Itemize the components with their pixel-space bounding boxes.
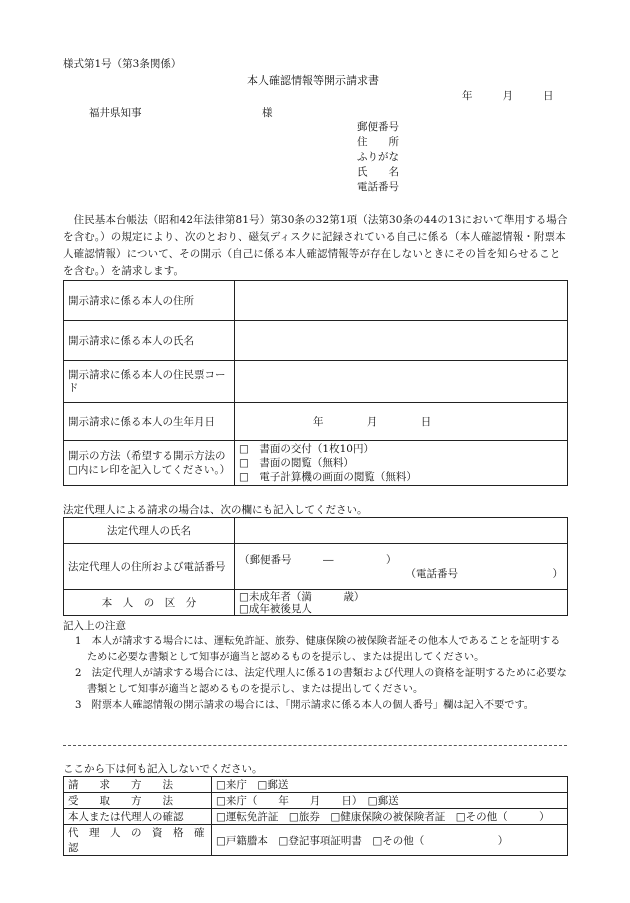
- method-options: [235, 441, 568, 486]
- note-item: 1 本人が請求する場合には、運転免許証、旅券、健康保険の被保険者証その他本人であることを証明するために必要な書類として知事が適当と認めるものを提示し、または提出してください。: [75, 636, 561, 663]
- method-label: 開示の方法（希望する開示方法の□内にレ印を記入してください。）: [64, 441, 235, 486]
- category-options: [235, 590, 568, 616]
- address-field[interactable]: [235, 281, 568, 321]
- dob-day: 日: [420, 416, 432, 428]
- office-identity-check-label: 本人または代理人の確認: [64, 809, 212, 825]
- name-field[interactable]: [235, 321, 568, 361]
- dob-month: 月: [366, 416, 378, 428]
- legal-rep-table: [63, 517, 568, 616]
- cut-line: [63, 745, 567, 746]
- notes-heading: 記入上の注意: [63, 620, 126, 632]
- category-ward[interactable]: □成年被後見人: [239, 602, 312, 615]
- applicant-name-label: 氏 名: [357, 166, 399, 178]
- date-line: [462, 88, 554, 103]
- date-month: 月: [502, 90, 513, 102]
- name-label: 開示請求に係る本人の氏名: [64, 321, 235, 361]
- office-receipt-method-value: □来庁（ 年 月 日） □郵送: [212, 793, 568, 809]
- category-minor[interactable]: □未成年者（満 歳）: [239, 590, 365, 603]
- applicant-postal-label: 郵便番号: [357, 121, 399, 133]
- date-year: 年: [462, 90, 473, 102]
- date-day: 日: [543, 90, 554, 102]
- applicant-phone-label: 電話番号: [357, 181, 399, 193]
- office-agent-qualification-value: □戸籍謄本 □登記事項証明書 □その他（ ）: [212, 825, 568, 856]
- office-agent-qualification-label: 代 理 人 の 資 格 確 認: [64, 825, 212, 856]
- addressee-honorific: 様: [262, 107, 273, 119]
- office-request-method-value: □来庁 □郵送: [212, 777, 568, 793]
- method-option-screen[interactable]: □ 電子計算機の画面の閲覧（無料）: [239, 471, 417, 483]
- legal-rep-intro: 法定代理人による請求の場合は、次の欄にも記入してください。: [63, 504, 368, 516]
- dob-label: 開示請求に係る本人の生年月日: [64, 403, 235, 441]
- office-request-method-label: 請 求 方 法: [64, 777, 212, 793]
- applicant-furigana-label: ふりがな: [357, 151, 399, 163]
- applicant-address-label: 住 所: [357, 136, 399, 148]
- note-item: 3 附票本人確認情報の開示請求の場合には、「開示請求に係る本人の個人番号」欄は記入不要です。: [75, 700, 534, 711]
- legal-rep-addr-field[interactable]: [235, 544, 568, 590]
- notes-list: [75, 634, 570, 714]
- dob-field[interactable]: [235, 403, 568, 441]
- legal-rep-postal: （郵便番号 ― ）: [239, 553, 397, 566]
- office-use-table: [63, 776, 568, 856]
- note-item: 2 法定代理人が請求する場合には、法定代理人に係る1の書類および代理人の資格を証明するために必要な書類として知事が適当と認めるものを提示し、または提出してください。: [75, 668, 567, 695]
- category-label: 本 人 の 区 分: [64, 590, 235, 616]
- intro-paragraph: 住民基本台帳法（昭和42年法律第81号）第30条の32第1項（法第30条の44の13において準用する場合を含む。）の規定により、次のとおり、磁気ディスクに記録されている自己に係る（本人確認情報・附票本人確認情報）について、その開示（自己に係る本人確認情報等が存在しないときにその旨を知らせることを含む。）を請求します。: [63, 214, 568, 277]
- method-option-copy[interactable]: □ 書面の交付（1枚10円）: [239, 443, 374, 455]
- office-receipt-method-label: 受 取 方 法: [64, 793, 212, 809]
- resident-code-label: 開示請求に係る本人の住民票コード: [64, 361, 235, 403]
- office-identity-check-value: □運転免許証 □旅券 □健康保険の被保険者証 □その他（ ）: [212, 809, 568, 825]
- legal-rep-name-label: 法定代理人の氏名: [64, 518, 235, 544]
- dob-year: 年: [313, 416, 324, 428]
- form-title: 本人確認情報等開示請求書: [247, 74, 379, 87]
- legal-rep-addr-label: 法定代理人の住所および電話番号: [64, 544, 235, 590]
- office-intro: ここから下は何も記入しないでください。: [63, 763, 263, 775]
- form-number: 様式第1号（第3条関係）: [63, 58, 182, 70]
- main-request-table: [63, 280, 568, 486]
- applicant-fields: [357, 120, 399, 195]
- legal-rep-name-field[interactable]: [235, 518, 568, 544]
- resident-code-field[interactable]: [235, 361, 568, 403]
- addressee-name: 福井県知事: [89, 107, 142, 119]
- method-option-view[interactable]: □ 書面の閲覧（無料）: [239, 457, 354, 469]
- legal-rep-phone: （電話番号 ）: [405, 567, 563, 580]
- address-label: 開示請求に係る本人の住所: [64, 281, 235, 321]
